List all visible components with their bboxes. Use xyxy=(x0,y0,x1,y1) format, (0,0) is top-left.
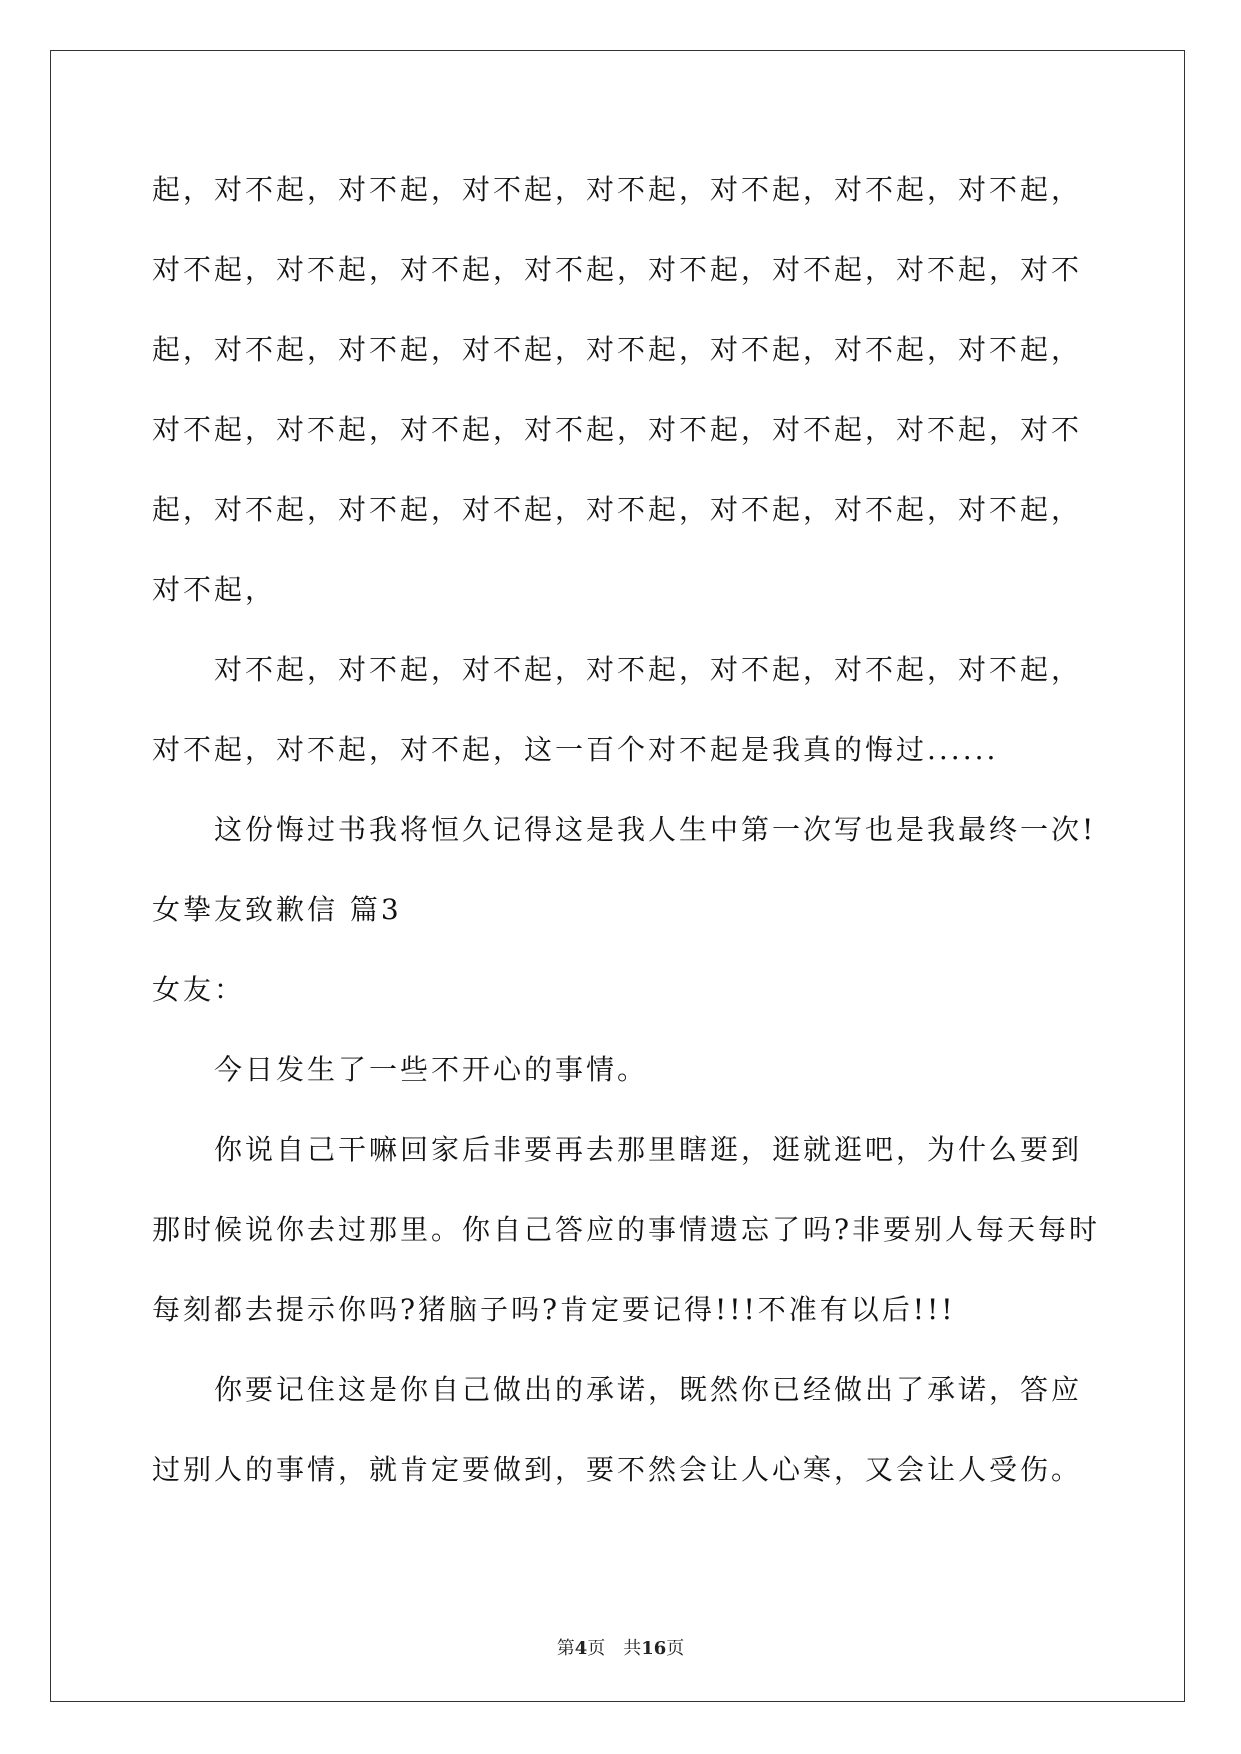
text-line-3: 起，对不起，对不起，对不起，对不起，对不起，对不起，对不起， xyxy=(152,333,1083,366)
text-line-4: 对不起，对不起，对不起，对不起，对不起，对不起，对不起，对不 xyxy=(152,413,1083,446)
section-heading: 女挚友致歉信 篇3 xyxy=(152,893,402,926)
footer-prefix: 第 xyxy=(556,1638,575,1659)
text-line-13: 你说自己干嘛回家后非要再去那里瞎逛，逛就逛吧，为什么要到 xyxy=(214,1133,1083,1166)
text-line-14: 那时候说你去过那里。你自己答应的事情遗忘了吗?非要别人每天每时 xyxy=(152,1213,1101,1246)
footer-mid: 页 共 xyxy=(587,1638,642,1659)
text-line-9: 这份悔过书我将恒久记得这是我人生中第一次写也是我最终一次! xyxy=(214,813,1097,846)
text-line-15: 每刻都去提示你吗?猪脑子吗?肯定要记得!!!不准有以后!!! xyxy=(152,1293,956,1326)
text-line-12: 今日发生了一些不开心的事情。 xyxy=(214,1053,649,1086)
salutation: 女友： xyxy=(152,973,246,1006)
text-line-8: 对不起，对不起，对不起，这一百个对不起是我真的悔过...... xyxy=(152,733,999,766)
text-line-6: 对不起， xyxy=(152,573,277,606)
text-line-2: 对不起，对不起，对不起，对不起，对不起，对不起，对不起，对不 xyxy=(152,253,1083,286)
text-line-1: 起，对不起，对不起，对不起，对不起，对不起，对不起，对不起， xyxy=(152,173,1083,206)
text-line-5: 起，对不起，对不起，对不起，对不起，对不起，对不起，对不起， xyxy=(152,493,1083,526)
page-footer xyxy=(0,1636,1241,1662)
text-line-16: 你要记住这是你自己做出的承诺，既然你已经做出了承诺，答应 xyxy=(214,1373,1083,1406)
footer-suffix: 页 xyxy=(666,1638,685,1659)
page-number: 4 xyxy=(574,1638,588,1659)
text-line-7: 对不起，对不起，对不起，对不起，对不起，对不起，对不起， xyxy=(214,653,1083,686)
text-line-17: 过别人的事情，就肯定要做到，要不然会让人心寒，又会让人受伤。 xyxy=(152,1453,1083,1486)
page-total: 16 xyxy=(641,1638,667,1659)
